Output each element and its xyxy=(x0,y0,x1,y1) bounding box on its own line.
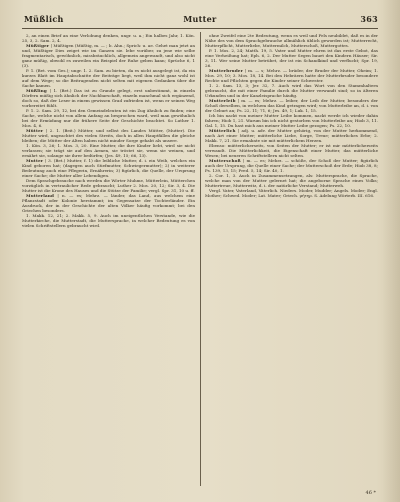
entry-text: Ich bin nackt von meiner Mutter Leibe kommen, nackt werde ich wieder dahin fahren; Hiob 1, 21. Warum bin ich nicht gestorben von Mutterleibe an; Hiob 3, 11. Gal. 1, 15. Du hast mich aus meiner Mutter Leibe gezogen; Ps. 22, 10. xyxy=(205,113,378,128)
entry-headword: Mutter xyxy=(26,158,44,163)
entry-text: | 2. 1. (Beit.) Mütter, und selbst des Landes Mütter, (Mutter). Die Mutter wird, ungeachtet des vielen Streits, doch in allen Hauptfällen die gleiche bleiben; die Mütter der Alten haben nicht minder Sorge gehabt als unsere. xyxy=(22,128,195,143)
entry-headword: Mütterlich xyxy=(209,128,236,133)
dictionary-entry xyxy=(22,68,195,88)
header-rule xyxy=(22,28,378,29)
dictionary-entry xyxy=(205,68,378,83)
entry-headword: Mutterleib xyxy=(209,98,236,103)
dictionary-entry xyxy=(205,188,378,198)
dictionary-entry xyxy=(22,108,195,128)
entry-headword: Mutterbruder xyxy=(209,68,244,73)
dictionary-entry xyxy=(22,33,195,43)
header-left-catchword: Müßlich xyxy=(24,14,64,24)
entry-text: 1. Makk. 12, 21; 2. Makk. 5, 9. Auch im uneigentlichen Verstande, wie die Mutterkirche, die Mutterstadt, die Muttersprache, in welcher Bedeutung es von vielen Schriftstellern gebraucht wird. xyxy=(22,213,195,228)
page-number: 363 xyxy=(360,14,378,24)
dictionary-entry xyxy=(205,173,378,188)
entry-text: P. 1. 2. Sam. 29, 12, bei den Gemeindeleuten ist ein Zug ähnlich zu finden; eine Sache, welche nicht von allem Anfang an besprochen ward, weil man gewöhnlich bei der Ermüdung nur die frühere Seite der Geschichte beachtet. So Luther 1. Mos. 4, 6. xyxy=(22,108,195,128)
entry-text: | n. — es; Mehrz. — länder, das Land, aus welchem eine Pflanzstadt oder Kolonie herstammt; im Gegensatze der Tochterländer. Ein Ausdruck, der in der Geschichte der alten Völker häufig vorkommt; bei den Griechen besonders. xyxy=(22,193,195,213)
entry-text: | 1. (Bet.) Das ist zu Grunde gelegt, erst unbestimmt, in einzeln Dörfern müßig sich ähnlich der Nachbarschaft, einzeln manchmal sich ergänzend, doch so, daß der Leser in einem gewissen Grad zufrieden ist, wenn er seinen Weg vorbereitet fühlt. xyxy=(22,88,195,108)
entry-headword: Mutterschoß xyxy=(209,158,241,163)
entry-headword: Müßling xyxy=(26,88,47,93)
page-header xyxy=(22,14,378,28)
entry-text: | m. — es; Mehrz. — leiber, der Leib der Mutter, besonders der Schoß derselben, in welchem das Kind getragen wird; von Mutterleibe an, d. i. von der Geburt an; Ps. 22, 11; 71, 6; Jes. 49, 1; Luk. 1, 15. xyxy=(205,98,378,113)
entry-text: | m. — s; Mehrz. — brüder, der Bruder der Mutter, Oheim; 1. Mos. 29, 10; 3. Mos. 18, 14. Bei den Hebräern hatte der Mutterbruder besondere Rechte und Pflichten gegen die Kinder seiner Schwester. xyxy=(205,68,378,83)
entry-text: | 3. (Bet.) Mutter, f. 1) die leibliche Mutter, d. i. ein Weib, welches ein Kind geboren hat; (dagegen auch Stiefmutter, Schwiegermutter); 2) in weiterer Bedeutung auch eine Pflegerin, Ernährerin; 3) figürlich, die Quelle, der Ursprung einer Sache; die Mutter aller Lebendigen. xyxy=(22,158,195,178)
entry-text: 1. Kön. 3, 26; 1. Mos. 3, 20. Eine Mutter, die ihre Kinder liebt, wird sie nicht verlassen; sie trägt sie auf den Armen, sie tröstet sie, wenn sie weinen, und ernährt sie, solange sie ihrer bedürfen; (Jes. 49, 15; 66, 13). xyxy=(22,143,195,158)
dictionary-entry xyxy=(22,43,195,68)
dictionary-entry xyxy=(205,98,378,113)
dictionary-entry xyxy=(22,143,195,158)
dictionary-entry xyxy=(22,193,195,213)
entry-text: Dem Sprachgebrauche nach werden die Wörter Muhme, Mütterlein, Mütterchen vorzüglich in vertraulicher Rede gebraucht; Luther 2. Mos. 20, 12; Sir. 3, 4. Die Mutter ist die Krone des Hauses und die Stütze der Familie; vergl. Spr. 31, 10 u. ff. xyxy=(22,178,195,193)
dictionary-entry xyxy=(205,33,378,48)
entry-text: | m. — es; Mehrz. — schöße, der Schoß der Mutter; figürlich auch der Ursprung, die Quelle einer Sache; der Mutterschoß der Erde; Hiob 38, 8; Ps. 139, 13, 15; Pred. 5, 14; Sir. 40, 1. xyxy=(205,158,378,173)
entry-text: ohne Zweifel eine 2te Bedeutung, wenn es weil und Fels neubildet, daß es in der Nähe des von dem Sprachgebrauche allmählich üblich geworden ist; Mutterrecht, Mutterpflicht, Mutterliebe, Muttermilch, Mutterschoß, Muttergottes. xyxy=(205,33,378,48)
entry-text: Vergl. Vater, Vaterland, Väterlich. Nieders. Moder, Mudder; Angels. Moder; Engl. Mother; Schwed. Moder; Lat. Mater; Griech. μήτηρ. S. Adelung Wörterb. III. 616. xyxy=(205,188,378,198)
entry-text: 2. Cor. 1, 3. Auch in Zusammensetzungen, als: Muttersprache, die Sprache, welche man von der Mutter gelernet hat; die angeborne Sprache eines Volks; Muttertreue, Mutterwitz, d. i. der natürliche Verstand; Mutterweh. xyxy=(205,173,378,188)
entry-text: | Müßtigen (Müßtig, m. — ; b. Ahn.; Sprich: u. ae. Gehet man jetzt an und, Müßtiger Dies zeiget wie im Ganzen sie. lebe vorüber, zu jene wie selbe fragmentarisch, gewöhnlich, missbräuchlich, allgemein angewandt, und also nicht ganz müßig, obwohl es zuweilen ein Beispiel der Ruhe geben kann; Sprüche 6, 1 (3). xyxy=(22,43,195,68)
entry-headword: Mütter xyxy=(26,128,44,133)
entry-text: 2, an einen Brief an eine Verlobung denken, ungr. u. a.; Ein halbes Jahr, 1. Kön. 25, 3, 2. Sam. 2, 4. xyxy=(22,33,195,43)
entry-text: 1. 2. Sam. 13, 3; Jer. 32, 7. Auch wird das Wort von den Stammhaltern gebraucht, die mit einer Familie durch die Mutter verwandt sind; so in älteren Urkunden und in der Kanzleisprache häufig. xyxy=(205,83,378,98)
entry-headword: Müßtiger xyxy=(26,43,50,48)
dictionary-entry xyxy=(205,48,378,68)
signature-mark: 46 * xyxy=(365,490,376,496)
dictionary-entry xyxy=(205,143,378,158)
dictionary-entry xyxy=(205,158,378,173)
dictionary-entry xyxy=(22,213,195,228)
entry-text: P. 1. Mos. 2, 24; Matth. 19, 5. Vater und Mutter ehren ist das erste Gebot, das eine Verheißung hat; Eph. 6, 2. Der Mutter Segen bauet den Kindern Häuser; Sir. 3, 11. Wer seine Mutter betrübet, der ist ein Schandkind und verflucht; Spr. 19, 26. xyxy=(205,48,378,68)
dictionary-entry xyxy=(22,158,195,178)
entry-text: | adj. u. adv. der Mutter gehörig, von der Mutter herkommend, nach Art einer Mutter; mütterliche Liebe, Sorge, Treue; mütterliches Erbe; 2. Makk. 7, 21. Sie ermahnte sie mit mütterlichem Herzen. xyxy=(205,128,378,143)
dictionary-entry xyxy=(22,88,195,108)
dictionary-entry xyxy=(205,113,378,128)
entry-text: P. 1. (Bet. vom Ges.); ungr. 1. 2. Sam. zu bieten, da es nicht ausgelegt ist, da ein kurzes Blatt im Hauptabschnitte der Beiträge liegt, weil ihm nicht ganz wohl ist auf dem Wege; so die Beitragenden nicht selten mit eigenen Gedanken über die Sache kamen. xyxy=(22,68,195,88)
dictionary-entry xyxy=(205,128,378,143)
left-column xyxy=(22,33,195,486)
entry-headword: Mutterland xyxy=(26,193,55,198)
page-edge-shadow xyxy=(382,0,400,502)
header-center-catchword: Mutter xyxy=(183,14,217,24)
dictionary-entry xyxy=(22,128,195,143)
entry-text: Ebenso: mütterlicherseits, von Seiten der Mutter; er ist mir mütterlicherseits verwandt. Die Mütterlichkeit, die Eigenschaft einer Mutter, das mütterliche Wesen; bei neueren Schriftstellern nicht selten. xyxy=(205,143,378,158)
dictionary-entry xyxy=(205,83,378,98)
right-column xyxy=(205,33,378,486)
dictionary-entry xyxy=(22,178,195,193)
text-columns xyxy=(22,33,378,486)
